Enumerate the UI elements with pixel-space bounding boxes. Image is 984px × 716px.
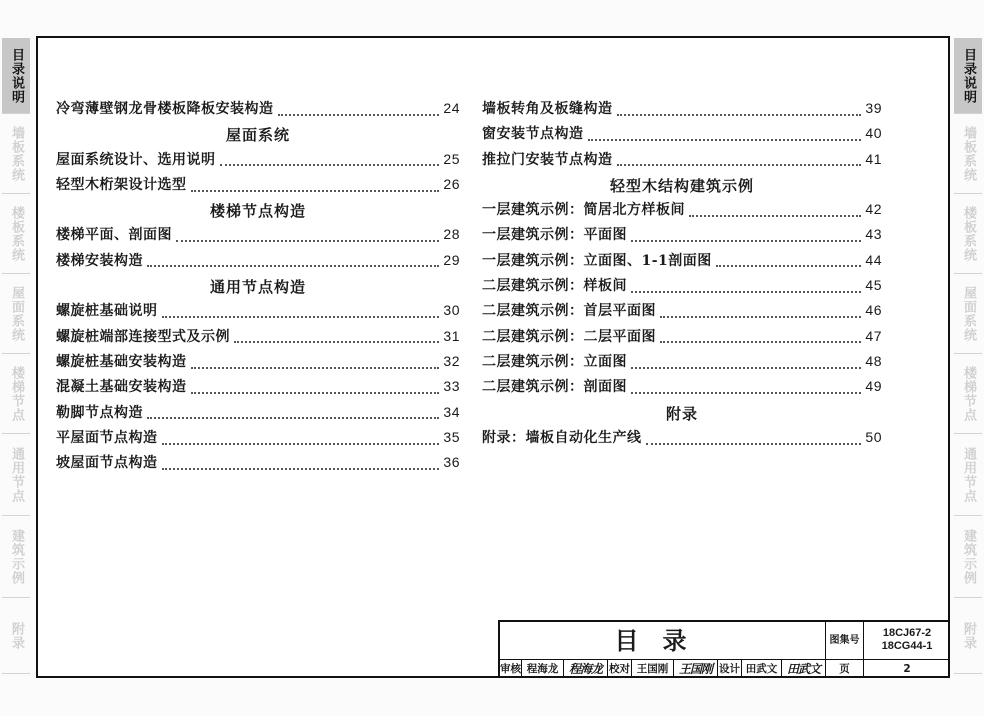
atlas-numbers — [864, 622, 950, 660]
toc-leader-dots — [176, 232, 439, 242]
toc-entry-page: 49 — [865, 378, 882, 395]
toc-entry[interactable] — [482, 224, 882, 249]
toc-entry[interactable] — [56, 326, 460, 351]
toc-entry-title: 屋面系统设计、选用说明 — [56, 151, 216, 168]
toc-entry[interactable] — [482, 427, 882, 452]
toc-entry-title: 楼梯平面、剖面图 — [56, 227, 172, 244]
toc-entry[interactable] — [56, 250, 460, 275]
checker-name: 王国刚 — [632, 660, 674, 678]
toc-entry[interactable] — [56, 224, 460, 249]
side-tab-right-6[interactable]: 建筑示例 — [954, 516, 982, 598]
toc-entry-title: 轻型木桁架设计选型 — [56, 176, 187, 193]
toc-leader-dots — [147, 409, 439, 419]
toc-entry-title: 墙板转角及板缝构造 — [482, 101, 613, 117]
side-tab-right-4[interactable]: 楼梯节点 — [954, 354, 982, 434]
toc-entry-page: 44 — [865, 251, 882, 268]
toc-leader-dots — [617, 106, 862, 116]
toc-entry-page: 29 — [443, 251, 460, 268]
toc-entry[interactable] — [56, 452, 460, 477]
toc-entry-title: 坡屋面节点构造 — [56, 455, 158, 472]
toc-entry-page: 30 — [443, 302, 460, 319]
toc-section-heading: 屋面系统 — [225, 126, 290, 145]
toc-entry-page: 48 — [865, 352, 882, 369]
toc-entry-title: 勒脚节点构造 — [56, 404, 143, 421]
toc-leader-dots — [631, 283, 861, 293]
toc-entry[interactable] — [482, 98, 882, 123]
atlas-number-1: 18CJ67-2 — [882, 627, 932, 639]
side-tab-right-3[interactable]: 屋面系统 — [954, 274, 982, 354]
toc-leader-dots — [631, 384, 861, 394]
side-tabs-right — [954, 38, 982, 674]
check-label: 校对 — [608, 660, 632, 678]
toc-entry[interactable] — [56, 376, 460, 401]
side-tab-left-6[interactable]: 建筑示例 — [2, 516, 30, 598]
side-tabs-left — [2, 38, 30, 674]
toc-entry-title: 窗安装节点构造 — [482, 126, 584, 143]
toc-entry[interactable] — [482, 326, 882, 351]
reviewer-signature: 程海龙 — [564, 660, 608, 678]
toc-entry-title: 二层建筑示例：剖面图 — [482, 379, 627, 396]
toc-entry-page: 36 — [443, 454, 460, 471]
toc-leader-dots — [631, 359, 861, 369]
toc-entry[interactable] — [56, 300, 460, 325]
side-tab-left-3[interactable]: 屋面系统 — [2, 274, 30, 354]
toc-leader-dots — [716, 257, 862, 267]
toc-entry-page: 25 — [443, 150, 460, 167]
toc-entry[interactable] — [482, 149, 882, 174]
toc-entry[interactable] — [56, 98, 460, 123]
toc-entry-page: 50 — [865, 428, 882, 445]
toc-entry-page: 33 — [443, 378, 460, 395]
review-label: 审核 — [500, 660, 522, 678]
toc-entry[interactable] — [482, 351, 882, 376]
side-tab-right-7[interactable]: 附录 — [954, 598, 982, 674]
side-tab-left-4[interactable]: 楼梯节点 — [2, 354, 30, 434]
page-number: 2 — [903, 663, 911, 675]
toc-entry-title: 附录：墙板自动化生产线 — [482, 429, 642, 446]
side-tab-left-7[interactable]: 附录 — [2, 598, 30, 674]
toc-entry[interactable] — [482, 275, 882, 300]
toc-entry-title: 二层建筑示例：样板间 — [482, 278, 627, 295]
toc-leader-dots — [162, 435, 440, 445]
toc-entry-page: 39 — [865, 100, 882, 116]
toc-entry[interactable] — [482, 250, 882, 275]
toc-entry-page: 26 — [443, 175, 460, 192]
toc-leader-dots — [646, 435, 862, 445]
page-label: 页 — [826, 660, 864, 678]
toc-entry[interactable] — [482, 300, 882, 325]
toc-leader-dots — [147, 257, 439, 267]
toc-entry[interactable] — [56, 149, 460, 174]
toc-leader-dots — [220, 156, 440, 166]
toc-entry-title: 推拉门安装节点构造 — [482, 151, 613, 168]
toc-section-heading: 楼梯节点构造 — [209, 202, 306, 221]
toc-entry-title: 螺旋桩端部连接型式及示例 — [56, 328, 230, 345]
toc-leader-dots — [631, 232, 861, 242]
toc-entry-page: 47 — [865, 327, 882, 344]
designer-signature: 田武文 — [782, 660, 826, 678]
toc-entry-title: 一层建筑示例：简居北方样板间 — [482, 202, 685, 219]
toc-leader-dots — [191, 182, 440, 192]
toc-entry[interactable] — [482, 199, 882, 224]
toc-entry-page: 31 — [443, 327, 460, 344]
toc-leader-dots — [191, 359, 440, 369]
toc-entry-title: 平屋面节点构造 — [56, 429, 158, 446]
toc-entry[interactable] — [56, 351, 460, 376]
toc-leader-dots — [162, 308, 440, 318]
title-block — [498, 620, 948, 676]
side-tab-left-0[interactable]: 目录说明 — [2, 38, 30, 114]
side-tab-right-0[interactable]: 目录说明 — [954, 38, 982, 114]
toc-entry-page: 43 — [865, 226, 882, 243]
toc-leader-dots — [660, 308, 861, 318]
reviewer-name: 程海龙 — [522, 660, 564, 678]
toc-leader-dots — [689, 207, 861, 217]
toc-section-heading: 轻型木结构建筑示例 — [609, 176, 754, 195]
design-label: 设计 — [718, 660, 742, 678]
toc-left-column — [56, 98, 460, 477]
toc-leader-dots — [588, 131, 862, 141]
toc-leader-dots — [191, 384, 440, 394]
side-tab-right-5[interactable]: 通用节点 — [954, 434, 982, 516]
toc-entry-title: 冷弯薄壁钢龙骨楼板降板安装构造 — [56, 101, 274, 117]
signature-row — [500, 660, 950, 678]
designer-name: 田武文 — [742, 660, 782, 678]
side-tab-left-2[interactable]: 楼板系统 — [2, 194, 30, 274]
toc-entry-page: 24 — [443, 100, 460, 116]
checker-signature: 王国刚 — [674, 660, 718, 678]
toc-section-heading: 通用节点构造 — [209, 278, 306, 297]
toc-leader-dots — [162, 460, 440, 470]
toc-entry-page: 41 — [865, 150, 882, 167]
side-tab-right-2[interactable]: 楼板系统 — [954, 194, 982, 274]
atlas-number-label: 图集号 — [826, 622, 864, 660]
toc-entry[interactable] — [56, 427, 460, 452]
toc-entry-title: 螺旋桩基础安装构造 — [56, 353, 187, 370]
toc-entry-title: 二层建筑示例：首层平面图 — [482, 303, 656, 320]
title-block-title: 目录 — [500, 622, 826, 660]
toc-entry-title: 混凝土基础安装构造 — [56, 379, 187, 396]
toc-entry-title: 一层建筑示例：立面图、1-1剖面图 — [482, 252, 712, 269]
toc-entry-title: 二层建筑示例：二层平面图 — [482, 328, 656, 345]
toc-entry-page: 45 — [865, 277, 882, 294]
side-tab-right-1[interactable]: 墙板系统 — [954, 114, 982, 194]
toc-entry-page: 34 — [443, 403, 460, 420]
toc-entry[interactable] — [56, 174, 460, 199]
toc-leader-dots — [617, 156, 862, 166]
toc-entry-page: 42 — [865, 201, 882, 218]
toc-entry-page: 28 — [443, 226, 460, 243]
toc-leader-dots — [278, 106, 440, 116]
toc-leader-dots — [234, 333, 439, 343]
toc-entry[interactable] — [482, 376, 882, 401]
toc-leader-dots — [660, 333, 861, 343]
atlas-number-2: 18CG44-1 — [881, 640, 933, 652]
toc-entry-page: 35 — [443, 428, 460, 445]
toc-entry[interactable] — [56, 402, 460, 427]
toc-entry-page: 32 — [443, 352, 460, 369]
toc-entry-page: 40 — [865, 125, 882, 142]
toc-section-heading: 附录 — [665, 404, 698, 423]
toc-entry-page: 46 — [865, 302, 882, 319]
toc-entry-title: 一层建筑示例：平面图 — [482, 227, 627, 244]
toc-entry-title: 楼梯安装构造 — [56, 252, 143, 269]
side-tab-left-1[interactable]: 墙板系统 — [2, 114, 30, 194]
toc-entry[interactable] — [482, 123, 882, 148]
toc-entry-title: 二层建筑示例：立面图 — [482, 353, 627, 370]
side-tab-left-5[interactable]: 通用节点 — [2, 434, 30, 516]
toc-right-column — [482, 98, 882, 452]
toc-entry-title: 螺旋桩基础说明 — [56, 303, 158, 320]
